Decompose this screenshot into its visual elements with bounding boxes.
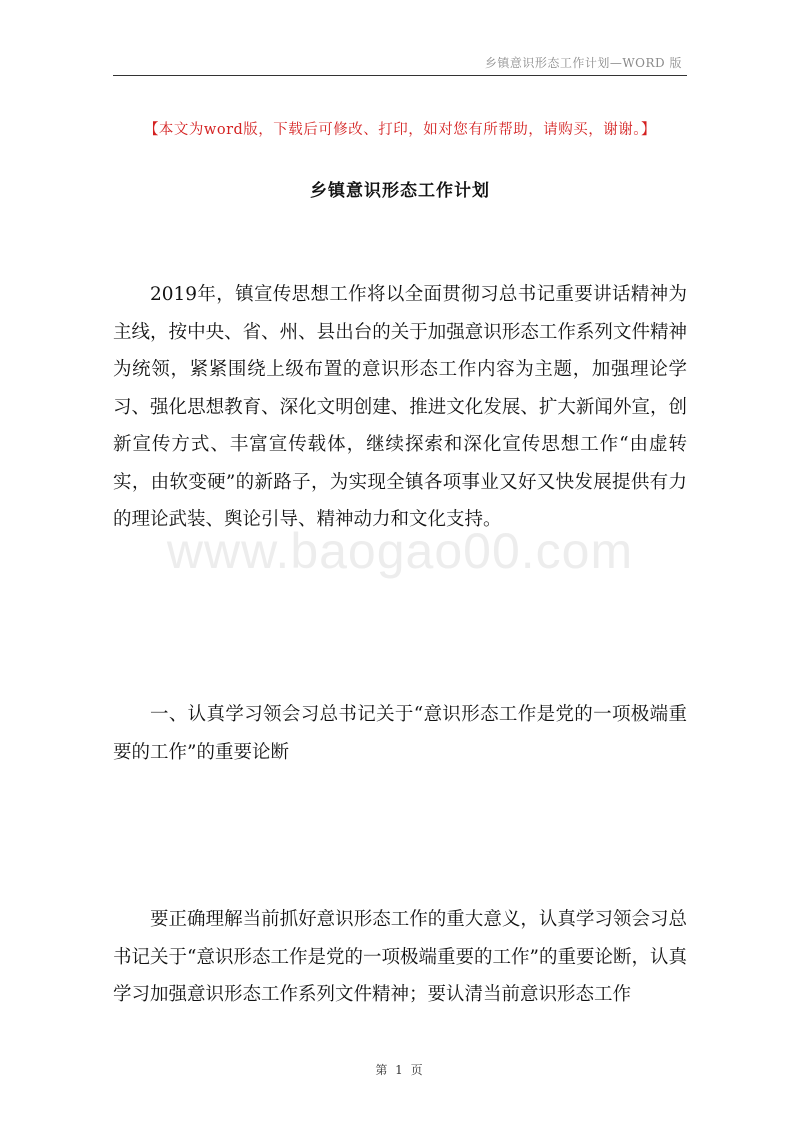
- header-divider: [113, 75, 687, 76]
- page-number: 第 1 页: [375, 1063, 425, 1077]
- section-heading-1: 一、认真学习领会习总书记关于“意识形态工作是党的一项极端重要的工作”的重要论断: [113, 704, 687, 763]
- body-paragraph-section-1: 要正确理解当前抓好意识形态工作的重大意义，认真学习领会习总书记关于“意识形态工作是党的一项极端重要的工作”的重要论断，认真学习加强意识形态工作系列文件精神；要认清当前意识形态工作: [113, 909, 687, 1005]
- body-paragraph-intro: 2019年，镇宣传思想工作将以全面贯彻习总书记重要讲话精神为主线，按中央、省、州、县出台的关于加强意识形态工作系列文件精神为统领，紧紧围绕上级布置的意识形态工作内容为主题，加强理论学习、强化思想教育、深化文明创建、推进文化发展、扩大新闻外宣，创新宣传方式、丰富宣传载体，继续探索和深化宣传思想工作“由虚转实，由软变硬”的新路子，为实现全镇各项事业又好又快发展提供有力的理论武装、舆论引导、精神动力和文化支持。: [113, 284, 687, 530]
- running-header: 乡镇意识形态工作计划—WORD 版: [484, 56, 682, 70]
- watermark-text: www.baogao00.com: [166, 523, 634, 579]
- document-title: 乡镇意识形态工作计划: [310, 181, 490, 201]
- purchase-notice: 【本文为word版，下载后可修改、打印，如对您有所帮助，请购买，谢谢。】: [143, 122, 657, 138]
